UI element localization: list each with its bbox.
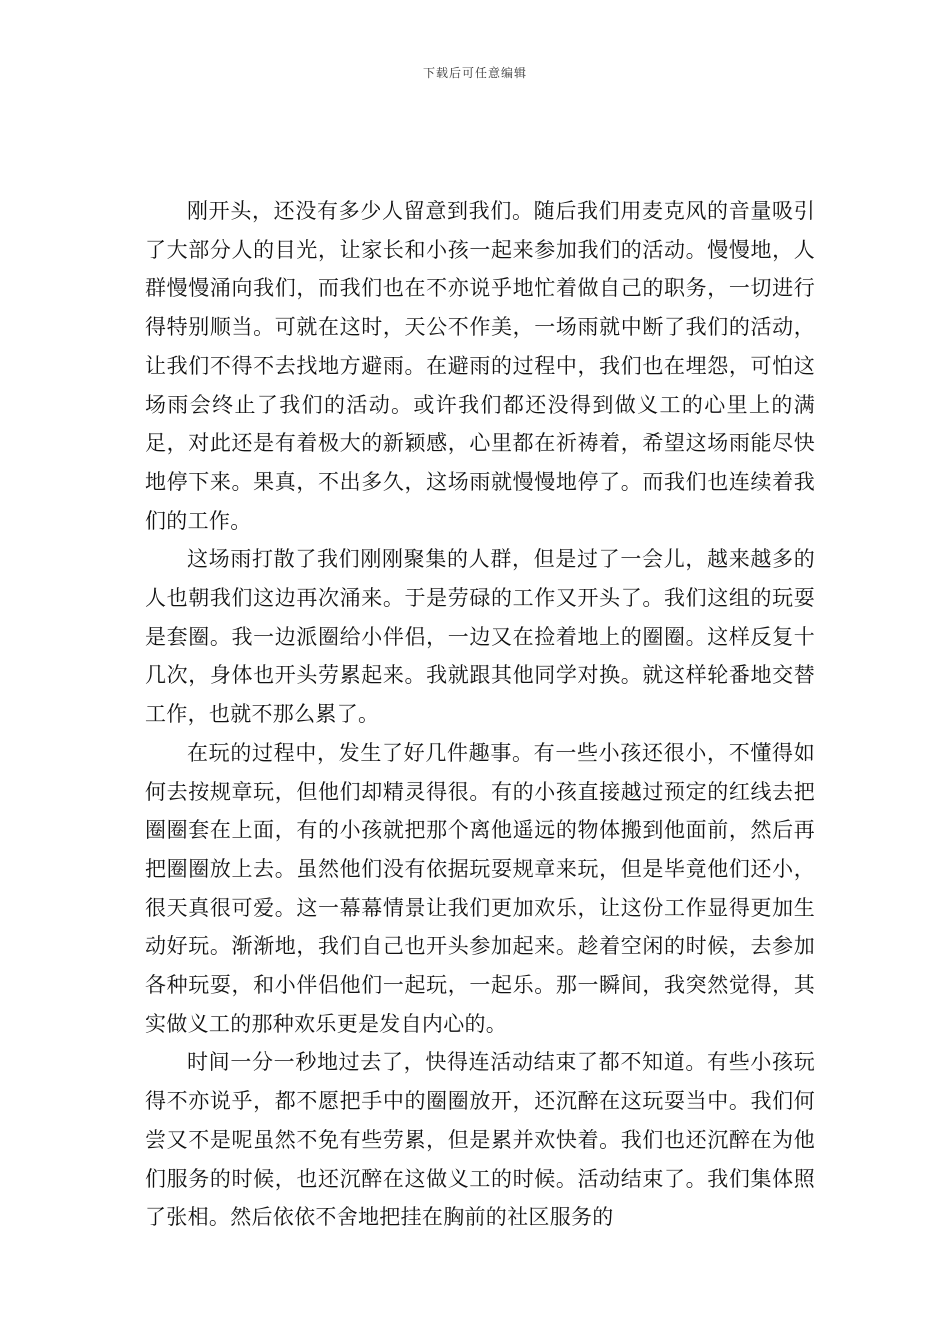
document-body bbox=[145, 192, 815, 1237]
paragraph-3: 在玩的过程中，发生了好几件趣事。有一些小孩还很小，不懂得如何去按规章玩，但他们却精灵得很。有的小孩直接越过预定的红线去把圈圈套在上面，有的小孩就把那个离他遥远的物体搬到他面前，然后再把圈圈放上去。虽然他们没有依据玩耍规章来玩，但是毕竟他们还小，很天真很可爱。这一幕幕情景让我们更加欢乐，让这份工作显得更加生动好玩。渐渐地，我们自己也开头参加起来。趁着空闲的时候，去参加各种玩耍，和小伴侣他们一起玩，一起乐。那一瞬间，我突然觉得，其实做义工的那种欢乐更是发自内心的。 bbox=[145, 740, 815, 1036]
page-header: 下载后可任意编辑 bbox=[422, 66, 527, 80]
paragraph-2: 这场雨打散了我们刚刚聚集的人群，但是过了一会儿，越来越多的人也朝我们这边再次涌来。于是劳碌的工作又开头了。我们这组的玩耍是套圈。我一边派圈给小伴侣，一边又在捡着地上的圈圈。这样反复十几次，身体也开头劳累起来。我就跟其他同学对换。就这样轮番地交替工作，也就不那么累了。 bbox=[145, 547, 815, 727]
paragraph-4: 时间一分一秒地过去了，快得连活动结束了都不知道。有些小孩玩得不亦说乎，都不愿把手中的圈圈放开，还沉醉在这玩耍当中。我们何尝又不是呢虽然不免有些劳累，但是累并欢快着。我们也还沉醉在为他们服务的时候，也还沉醉在这做义工的时候。活动结束了。我们集体照了张相。然后依依不舍地把挂在胸前的社区服务的 bbox=[145, 1050, 815, 1230]
paragraph-1: 刚开头，还没有多少人留意到我们。随后我们用麦克风的音量吸引了大部分人的目光，让家长和小孩一起来参加我们的活动。慢慢地，人群慢慢涌向我们，而我们也在不亦说乎地忙着做自己的职务，一切进行得特别顺当。可就在这时，天公不作美，一场雨就中断了我们的活动，让我们不得不去找地方避雨。在避雨的过程中，我们也在埋怨，可怕这场雨会终止了我们的活动。或许我们都还没得到做义工的心里上的满足，对此还是有着极大的新颖感，心里都在祈祷着，希望这场雨能尽快地停下来。果真，不出多久，这场雨就慢慢地停了。而我们也连续着我们的工作。 bbox=[145, 199, 815, 533]
